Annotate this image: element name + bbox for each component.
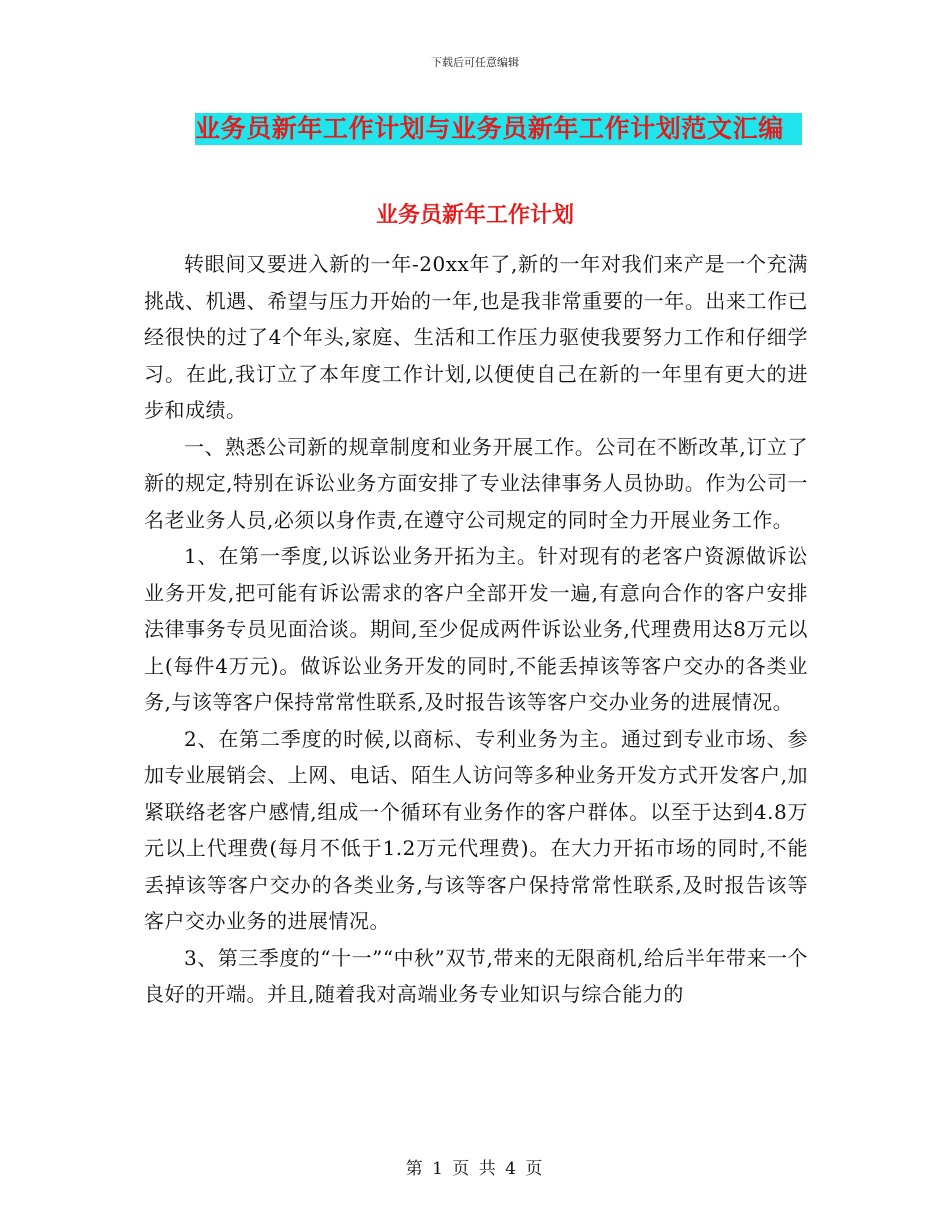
document-title: 业务员新年工作计划与业务员新年工作计划范文汇编	[195, 113, 802, 145]
paragraph-item-one: 一、熟悉公司新的规章制度和业务开展工作。公司在不断改革,订立了新的规定,特别在诉讼业务方面安排了专业法律事务人员协助。作为公司一名老业务人员,必须以身作责,在遵守公司规定的同时全力开展业务工作。	[144, 434, 808, 532]
paragraph-intro: 转眼间又要进入新的一年-20xx年了,新的一年对我们来产是一个充满挑战、机遇、希望与压力开始的一年,也是我非常重要的一年。出来工作已经很快的过了4个年头,家庭、生活和工作压力驱使我要努力工作和仔细学习。在此,我订立了本年度工作计划,以便使自己在新的一年里有更大的进步和成绩。	[144, 252, 808, 422]
header-note: 下载后可任意编辑	[431, 56, 519, 69]
page-number: 第 1 页 共 4 页	[405, 1159, 545, 1179]
paragraph-q3: 3、第三季度的“十一”“中秋”双节,带来的无限商机,给后半年带来一个良好的开端。并且,随着我对高端业务专业知识与综合能力的	[144, 945, 808, 1006]
section-title: 业务员新年工作计划	[375, 203, 574, 228]
paragraph-q1: 1、在第一季度,以诉讼业务开拓为主。针对现有的老客户资源做诉讼业务开发,把可能有诉讼需求的客户全部开发一遍,有意向合作的客户安排法律事务专员见面洽谈。期间,至少促成两件诉讼业务,代理费用达8万元以上(每件4万元)。做诉讼业务开发的同时,不能丢掉该等客户交办的各类业务,与该等客户保持常常性联系,及时报告该等客户交办业务的进展情况。	[144, 544, 808, 714]
document-body	[144, 246, 808, 1013]
paragraph-q2: 2、在第二季度的时候,以商标、专利业务为主。通过到专业市场、参加专业展销会、上网、电话、陌生人访问等多种业务开发方式开发客户,加紧联络老客户感情,组成一个循环有业务作的客户群体。以至于达到4.8万元以上代理费(每月不低于1.2万元代理费)。在大力开拓市场的同时,不能丢掉该等客户交办的各类业务,与该等客户保持常常性联系,及时报告该等客户交办业务的进展情况。	[144, 726, 808, 933]
